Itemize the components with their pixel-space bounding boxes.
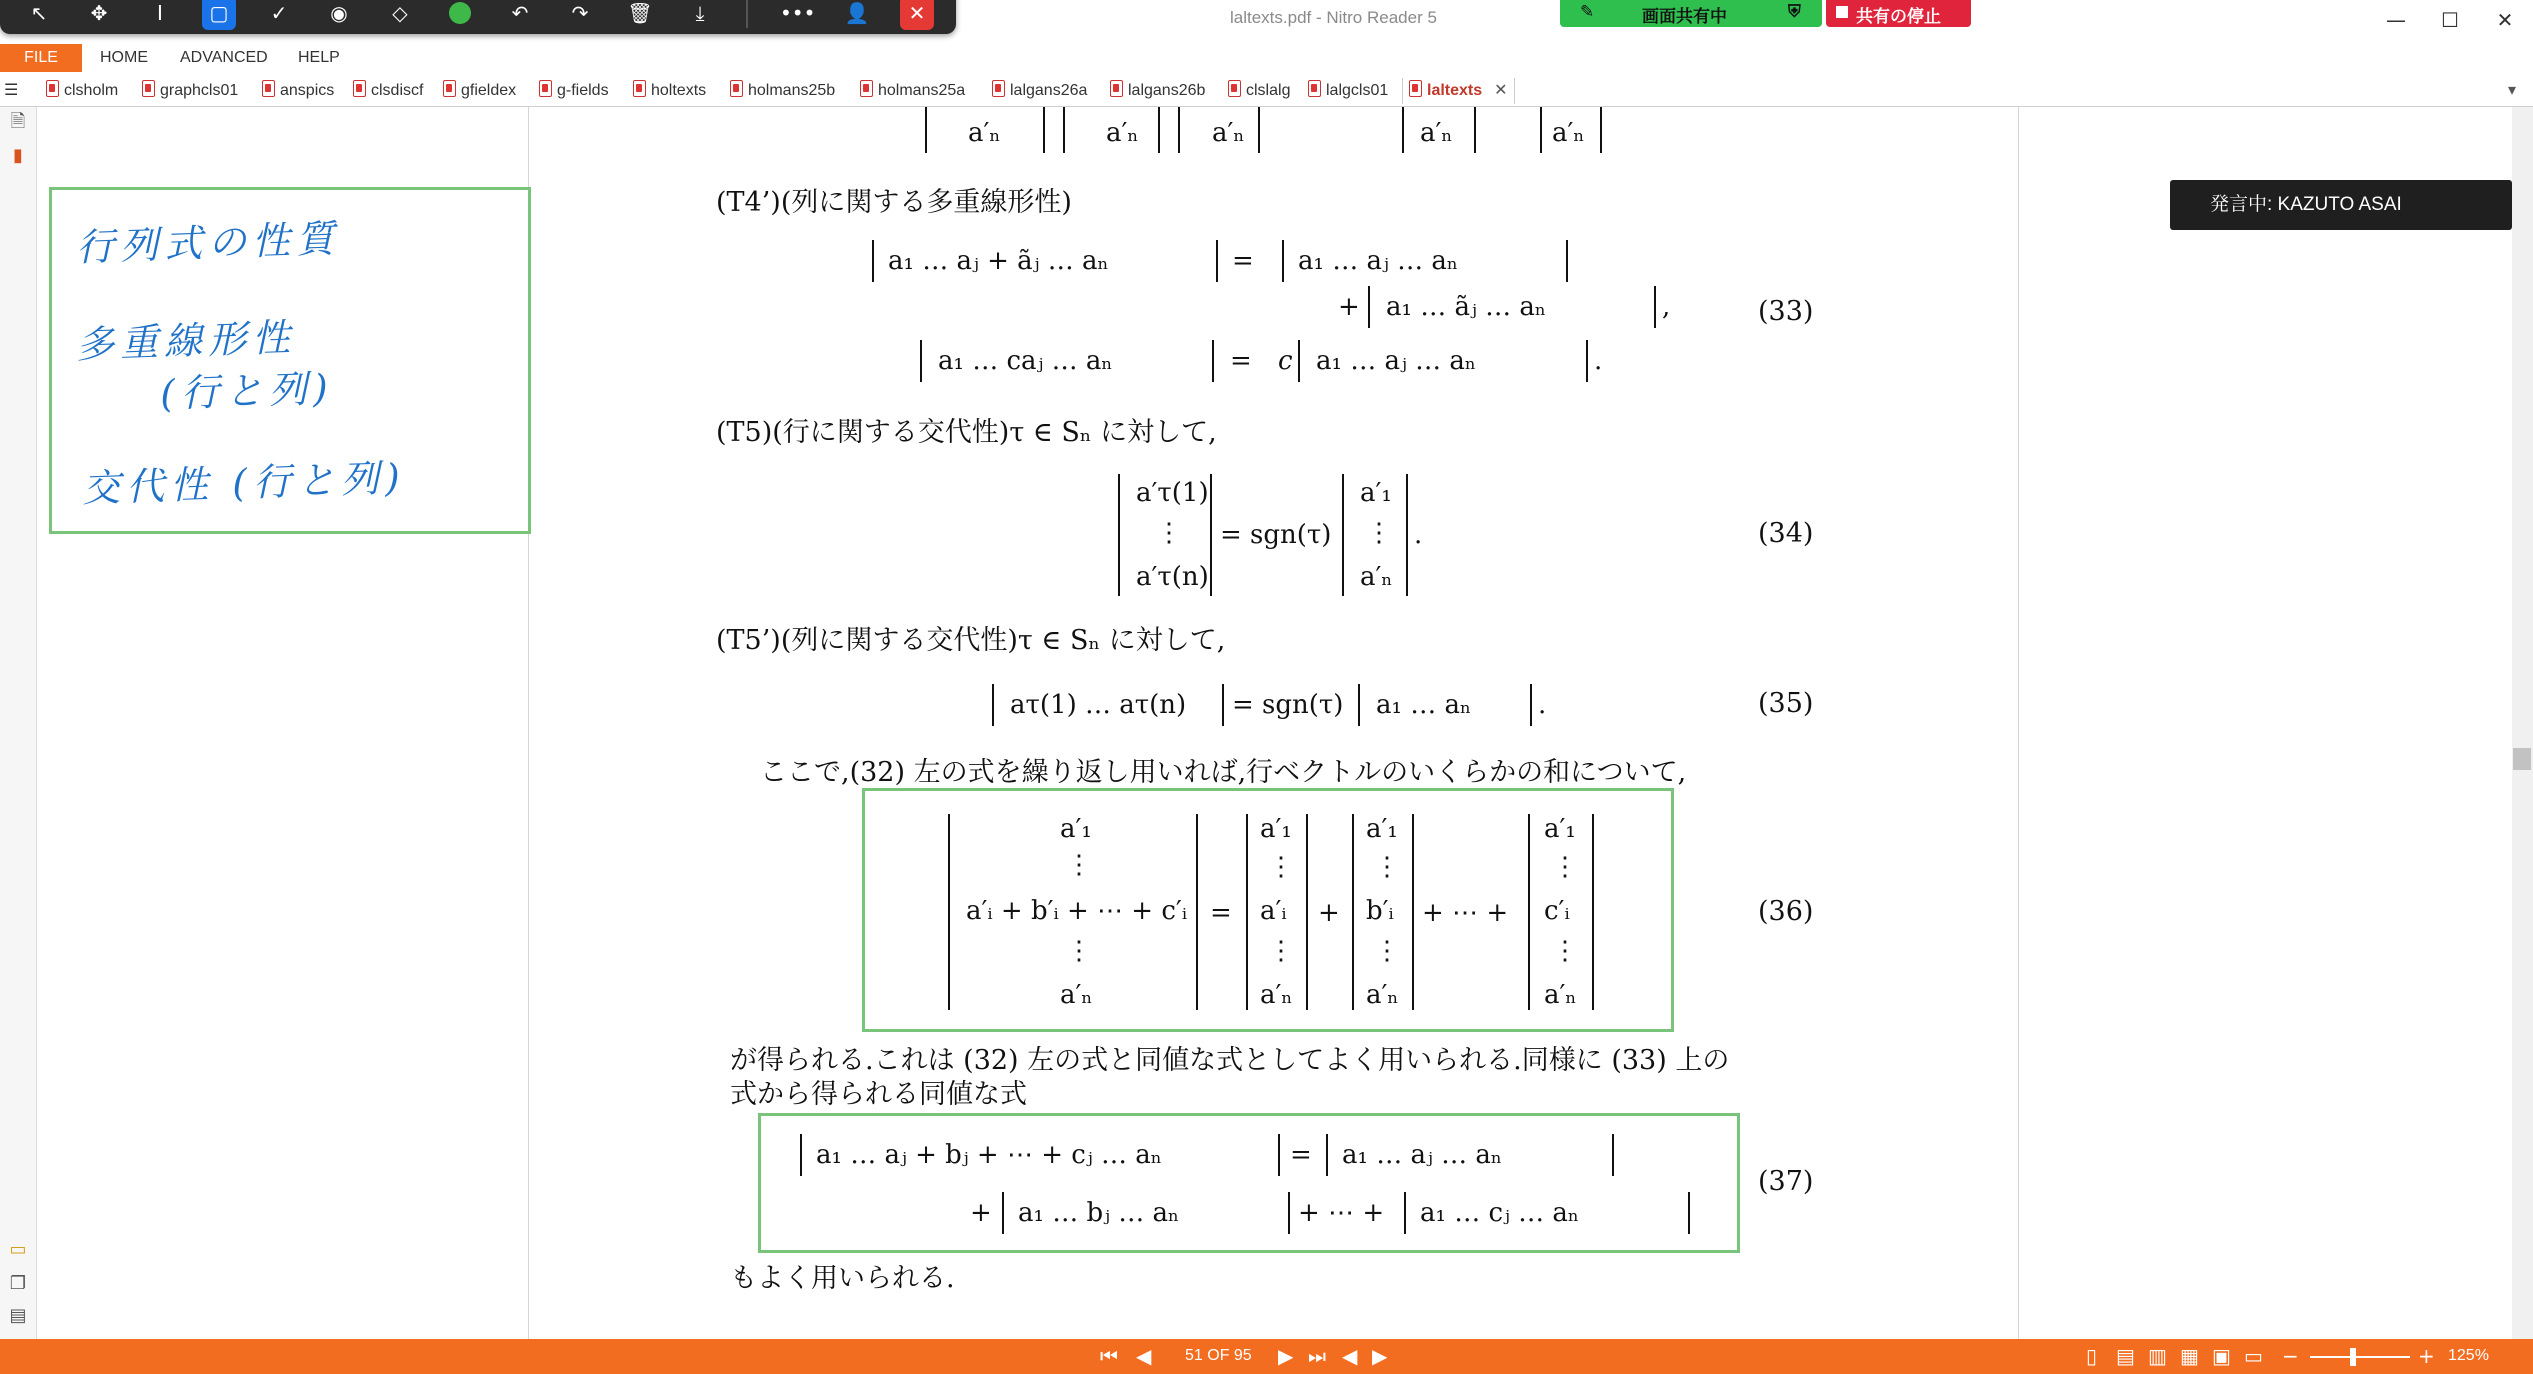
tab-holmans25a[interactable]: [860, 78, 965, 104]
math-entry: a′ₙ: [1552, 118, 1585, 148]
pdf-icon: [262, 80, 275, 97]
zoom-slider-handle[interactable]: [2350, 1348, 2356, 1366]
tab-holmans25b[interactable]: [730, 78, 835, 104]
eq33-comma: ,: [1662, 292, 1671, 322]
eq37-line2-c: a₁ … cⱼ … aₙ: [1420, 1198, 1580, 1228]
shield-icon: ⛨: [1788, 2, 1801, 22]
det-bar: [1258, 107, 1260, 153]
eq36-m3-an: a′ₙ: [1544, 980, 1577, 1010]
eq33-equals-2: =: [1230, 346, 1252, 376]
eraser-icon[interactable]: ◇: [392, 1, 408, 25]
det-bar: [1222, 684, 1224, 726]
det-bar: [1118, 474, 1120, 596]
redo-icon[interactable]: ↷: [571, 1, 589, 25]
trash-icon[interactable]: 🗑: [627, 1, 653, 25]
tab-holtexts[interactable]: [633, 78, 706, 104]
tab-close-icon[interactable]: ✕: [1494, 82, 1508, 99]
eq36-m3-ci: c′ᵢ: [1544, 896, 1570, 926]
back-view-icon[interactable]: ◀: [1342, 1344, 1358, 1368]
heading-t4-prime: (T4’)(列に関する多重線形性): [716, 187, 1072, 218]
eq36-m2-vdots: ⋮: [1374, 852, 1400, 882]
det-bar: [1158, 107, 1160, 153]
page-border-right: [2018, 107, 2019, 1339]
tab-label: lalgans26b: [1128, 82, 1206, 99]
menu-bar: [0, 44, 2533, 72]
pdf-icon: [1228, 80, 1241, 97]
eq36-m3-vdots: ⋮: [1552, 852, 1578, 882]
eq34-vdots: ⋮: [1156, 518, 1182, 548]
tab-label: clsdiscf: [371, 82, 424, 99]
tab-label: clslalg: [1246, 82, 1291, 99]
comments-icon[interactable]: ▭: [9, 1239, 27, 1260]
tab-clslalg[interactable]: [1228, 78, 1290, 104]
equation-number-37: (37): [1758, 1166, 1814, 1197]
det-bar: [1406, 474, 1408, 596]
attachments-icon[interactable]: 🗎: [10, 111, 26, 132]
pdf-icon: [539, 80, 552, 97]
window-title: laltexts.pdf - Nitro Reader 5: [1230, 8, 1437, 27]
eq37-line2-b: a₁ … bⱼ … aₙ: [1018, 1198, 1180, 1228]
previous-page-icon[interactable]: ◀: [1136, 1344, 1152, 1368]
eq36-m2-an: a′ₙ: [1366, 980, 1399, 1010]
note-line-1: 行列式の性質: [75, 216, 341, 270]
eq36-m3-vdots-2: ⋮: [1552, 936, 1578, 966]
bookmark-icon[interactable]: ▮: [13, 145, 23, 166]
tab-lalgans26b[interactable]: [1110, 78, 1205, 104]
eq34-period: .: [1414, 520, 1423, 550]
eq34-right-row1: a′₁: [1360, 478, 1392, 508]
pdf-icon: [1110, 80, 1123, 97]
rectangle-icon[interactable]: ▢: [202, 0, 236, 30]
det-bar: [1566, 240, 1568, 282]
det-bar: [800, 1134, 802, 1176]
equation-number-35: (35): [1758, 688, 1814, 719]
equation-number-34: (34): [1758, 518, 1814, 549]
note-line-4: 交代性 (行と列): [81, 455, 407, 511]
undo-icon[interactable]: ↶: [511, 1, 529, 25]
math-entry: a′ₙ: [1106, 118, 1139, 148]
tab-gfieldex[interactable]: [443, 78, 516, 104]
eq36-m1-ai: a′ᵢ: [1260, 896, 1287, 926]
eq36-left-an: a′ₙ: [1060, 980, 1093, 1010]
menu-advanced[interactable]: ADVANCED: [180, 49, 268, 66]
eq35-sign: = sgn(τ): [1232, 690, 1344, 720]
tab-lalgans26a[interactable]: [992, 78, 1087, 104]
user-settings-icon[interactable]: 👤: [844, 1, 870, 25]
tab-graphcls01[interactable]: [142, 78, 238, 104]
continuous-view-icon[interactable]: ▤: [2116, 1344, 2135, 1368]
eq33-period: .: [1594, 346, 1603, 376]
fit-width-icon[interactable]: ▭: [2244, 1344, 2263, 1368]
det-bar: [925, 107, 927, 153]
eq35-right: a₁ … aₙ: [1376, 690, 1472, 720]
next-page-icon[interactable]: ▶: [1278, 1344, 1294, 1368]
tab-label: graphcls01: [160, 82, 239, 99]
eq34-right-row3: a′ₙ: [1360, 562, 1393, 592]
tab-g-fields[interactable]: [539, 78, 609, 104]
det-bar: [1528, 814, 1530, 1010]
check-icon[interactable]: ✓: [270, 1, 288, 25]
eq37-equals: =: [1290, 1140, 1312, 1170]
scrollbar-thumb[interactable]: [2513, 748, 2531, 770]
pin-icon: ✎: [1580, 2, 1595, 22]
paragraph-2: が得られる.これは (32) 左の式と同値な式としてよく用いられる.同様に (33) 上の: [730, 1045, 1730, 1076]
det-bar: [1342, 474, 1344, 596]
toolbar-divider: [746, 0, 748, 28]
facing-view-icon[interactable]: ▥: [2148, 1344, 2167, 1368]
speaker-badge: 発言中: KAZUTO ASAI: [2170, 180, 2512, 230]
handwritten-note-box[interactable]: [49, 187, 531, 534]
tab-overflow-icon[interactable]: ▾: [2508, 82, 2517, 99]
eq33-line2: a₁ … ãⱼ … aₙ: [1386, 292, 1547, 322]
det-bar: [1246, 814, 1248, 1010]
eq33-line3-right: a₁ … aⱼ … aₙ: [1316, 346, 1477, 376]
det-bar: [1326, 1134, 1328, 1176]
math-entry: a′ₙ: [1420, 118, 1453, 148]
forward-view-icon[interactable]: ▶: [1372, 1344, 1388, 1368]
det-bar: [1530, 684, 1532, 726]
det-bar: [1063, 107, 1065, 153]
menu-help[interactable]: HELP: [298, 49, 340, 66]
equation-number-33: (33): [1758, 296, 1814, 327]
det-bar: [1178, 107, 1180, 153]
eq37-plus: +: [970, 1198, 992, 1228]
color-picker-icon[interactable]: [443, 0, 477, 30]
annotation-toolbar: [0, 0, 956, 34]
det-bar: [1368, 286, 1370, 328]
left-sidebar-rail: [0, 107, 37, 1339]
note-line-2: 多重線形性: [75, 315, 297, 367]
math-entry: a′ₙ: [968, 118, 1001, 148]
heading-t5: (T5)(行に関する交代性)τ ∈ Sₙ に対して,: [716, 417, 1217, 448]
eq36-left-vdots-2: ⋮: [1066, 936, 1092, 966]
tab-label: g-fields: [557, 82, 609, 99]
zoom-level[interactable]: 125%: [2448, 1347, 2489, 1364]
menu-file[interactable]: FILE: [0, 44, 82, 72]
heading-t5-prime: (T5’)(列に関する交代性)τ ∈ Sₙ に対して,: [716, 625, 1226, 656]
eq36-left-vdots: ⋮: [1066, 850, 1092, 880]
det-bar: [1352, 814, 1354, 1010]
det-bar: [948, 814, 950, 1010]
eq34-row3: a′τ(n): [1136, 562, 1209, 592]
eq35-period: .: [1538, 690, 1547, 720]
pdf-icon: [992, 80, 1005, 97]
eq36-m2-bi: b′ᵢ: [1366, 896, 1394, 926]
det-bar: [1210, 474, 1212, 596]
tab-list-icon[interactable]: ☰: [4, 82, 19, 99]
more-icon[interactable]: •••: [780, 1, 816, 25]
tab-label: laltexts: [1427, 82, 1483, 99]
det-bar: [1298, 340, 1300, 382]
eq33-line3-left: a₁ … caⱼ … aₙ: [938, 346, 1113, 376]
eq36-plus: +: [1318, 898, 1340, 928]
document-tab-bar: [0, 76, 2533, 107]
eq37-line1-right: a₁ … aⱼ … aₙ: [1342, 1140, 1503, 1170]
pdf-icon: [730, 80, 743, 97]
maximize-button[interactable]: ☐: [2441, 8, 2459, 32]
share-status-text: 画面共有中: [1642, 7, 1727, 27]
math-entry: a′ₙ: [1212, 118, 1245, 148]
eq37-plus-dots: + ⋯ +: [1298, 1198, 1385, 1228]
tab-label: holmans25b: [748, 82, 836, 99]
last-page-icon[interactable]: ⏭: [1308, 1344, 1326, 1368]
tab-label: holtexts: [651, 82, 707, 99]
move-icon[interactable]: ✥: [90, 1, 108, 25]
eq33-line1-left: a₁ … aⱼ + ãⱼ … aₙ: [888, 246, 1109, 276]
pdf-icon: [142, 80, 155, 97]
eq36-m1-an: a′ₙ: [1260, 980, 1293, 1010]
eq33-line1-right: a₁ … aⱼ … aₙ: [1298, 246, 1459, 276]
zoom-slider[interactable]: [2310, 1356, 2410, 1358]
tab-label: gfieldex: [461, 82, 517, 99]
eq33-plus: +: [1338, 292, 1360, 322]
pdf-icon: [443, 80, 456, 97]
eq34-row1: a′τ(1): [1136, 478, 1209, 508]
zoom-in-icon[interactable]: +: [2418, 1344, 2435, 1368]
tab-laltexts[interactable]: [1402, 78, 1515, 104]
eq36-m1-vdots-2: ⋮: [1268, 936, 1294, 966]
pointer-icon[interactable]: ↖: [30, 1, 48, 25]
pdf-icon: [860, 80, 873, 97]
minimize-button[interactable]: —: [2386, 8, 2406, 32]
det-bar: [1306, 814, 1308, 1010]
download-icon[interactable]: ⤓: [695, 1, 705, 25]
det-bar: [1474, 107, 1476, 153]
tab-label: holmans25a: [878, 82, 966, 99]
eq36-m2-a1: a′₁: [1366, 814, 1398, 844]
vertical-scrollbar[interactable]: [2512, 107, 2533, 1339]
det-bar: [1592, 814, 1594, 1010]
pages-icon[interactable]: ❐: [9, 1273, 27, 1294]
eq36-m1-vdots: ⋮: [1268, 852, 1294, 882]
det-bar: [1600, 107, 1602, 153]
det-bar: [1196, 814, 1198, 1010]
close-window-button[interactable]: ✕: [2496, 8, 2514, 32]
eq36-left-sum-row: a′ᵢ + b′ᵢ + ⋯ + c′ᵢ: [966, 896, 1188, 926]
tab-label: anspics: [280, 82, 335, 99]
det-bar: [1216, 240, 1218, 282]
eq33-equals: =: [1232, 246, 1254, 276]
menu-home[interactable]: HOME: [100, 49, 148, 66]
layers-icon[interactable]: ▤: [9, 1305, 27, 1326]
det-bar: [1402, 107, 1404, 153]
eq36-m1-a1: a′₁: [1260, 814, 1292, 844]
eq34-sign: = sgn(τ): [1220, 520, 1332, 550]
det-bar: [920, 340, 922, 382]
tab-clsdiscf[interactable]: [353, 78, 423, 104]
det-bar: [1404, 1192, 1406, 1234]
det-bar: [1282, 240, 1284, 282]
paragraph-4: もよく用いられる.: [730, 1263, 955, 1294]
eq34-right-vdots: ⋮: [1366, 518, 1392, 548]
det-bar: [1288, 1192, 1290, 1234]
paragraph-3: 式から得られる同値な式: [730, 1079, 1027, 1110]
det-bar: [1278, 1134, 1280, 1176]
text-cursor-icon[interactable]: I: [157, 1, 163, 25]
single-page-view-icon[interactable]: ▯: [2086, 1344, 2098, 1368]
stamp-icon[interactable]: ◉: [330, 1, 348, 25]
pdf-icon: [46, 80, 59, 97]
annotation-rectangle-37[interactable]: [758, 1113, 1740, 1253]
screen-sharing-indicator: [1560, 0, 1822, 27]
paragraph-1: ここで,(32) 左の式を繰り返し用いれば,行ベクトルのいくらかの和について,: [760, 757, 1687, 788]
tab-label: clsholm: [64, 82, 119, 99]
first-page-icon[interactable]: ⏮: [1100, 1344, 1118, 1368]
det-bar: [1586, 340, 1588, 382]
pdf-icon: [1409, 80, 1422, 97]
close-toolbar-icon[interactable]: ✕: [900, 0, 934, 30]
eq36-m2-vdots-2: ⋮: [1374, 936, 1400, 966]
eq36-m3-a1: a′₁: [1544, 814, 1576, 844]
fit-page-icon[interactable]: ▣: [2212, 1344, 2231, 1368]
facing-continuous-view-icon[interactable]: ▦: [2180, 1344, 2199, 1368]
det-bar: [1654, 286, 1656, 328]
det-bar: [992, 684, 994, 726]
det-bar: [1688, 1192, 1690, 1234]
zoom-out-icon[interactable]: −: [2282, 1344, 2299, 1368]
eq33-scalar-c: c: [1278, 346, 1293, 376]
tab-anspics[interactable]: [262, 78, 334, 104]
det-bar: [1540, 107, 1542, 153]
page-indicator[interactable]: 51 OF 95: [1185, 1347, 1252, 1364]
tab-label: lalgcls01: [1326, 82, 1389, 99]
tab-lalgcls01[interactable]: [1308, 78, 1388, 104]
pdf-icon: [353, 80, 366, 97]
tab-clsholm[interactable]: [46, 78, 118, 104]
eq36-equals: =: [1210, 898, 1232, 928]
status-bar: [0, 1339, 2533, 1374]
eq37-line1-left: a₁ … aⱼ + bⱼ + ⋯ + cⱼ … aₙ: [816, 1140, 1162, 1170]
pdf-icon: [633, 80, 646, 97]
tab-label: lalgans26a: [1010, 82, 1088, 99]
eq36-plus-dots: + ⋯ +: [1422, 898, 1509, 928]
eq35-left: aτ(1) … aτ(n): [1010, 690, 1187, 720]
det-bar: [1043, 107, 1045, 153]
det-bar: [1358, 684, 1360, 726]
note-line-3: (行と列): [159, 365, 335, 417]
det-bar: [1412, 814, 1414, 1010]
det-bar: [1612, 1134, 1614, 1176]
equation-number-36: (36): [1758, 896, 1814, 927]
stop-icon: [1836, 6, 1848, 18]
pdf-icon: [1308, 80, 1321, 97]
det-bar: [872, 240, 874, 282]
eq36-left-a1: a′₁: [1060, 814, 1092, 844]
stop-sharing-label: 共有の停止: [1856, 7, 1941, 27]
det-bar: [1002, 1192, 1004, 1234]
stop-sharing-button[interactable]: [1826, 0, 1971, 27]
det-bar: [1212, 340, 1214, 382]
